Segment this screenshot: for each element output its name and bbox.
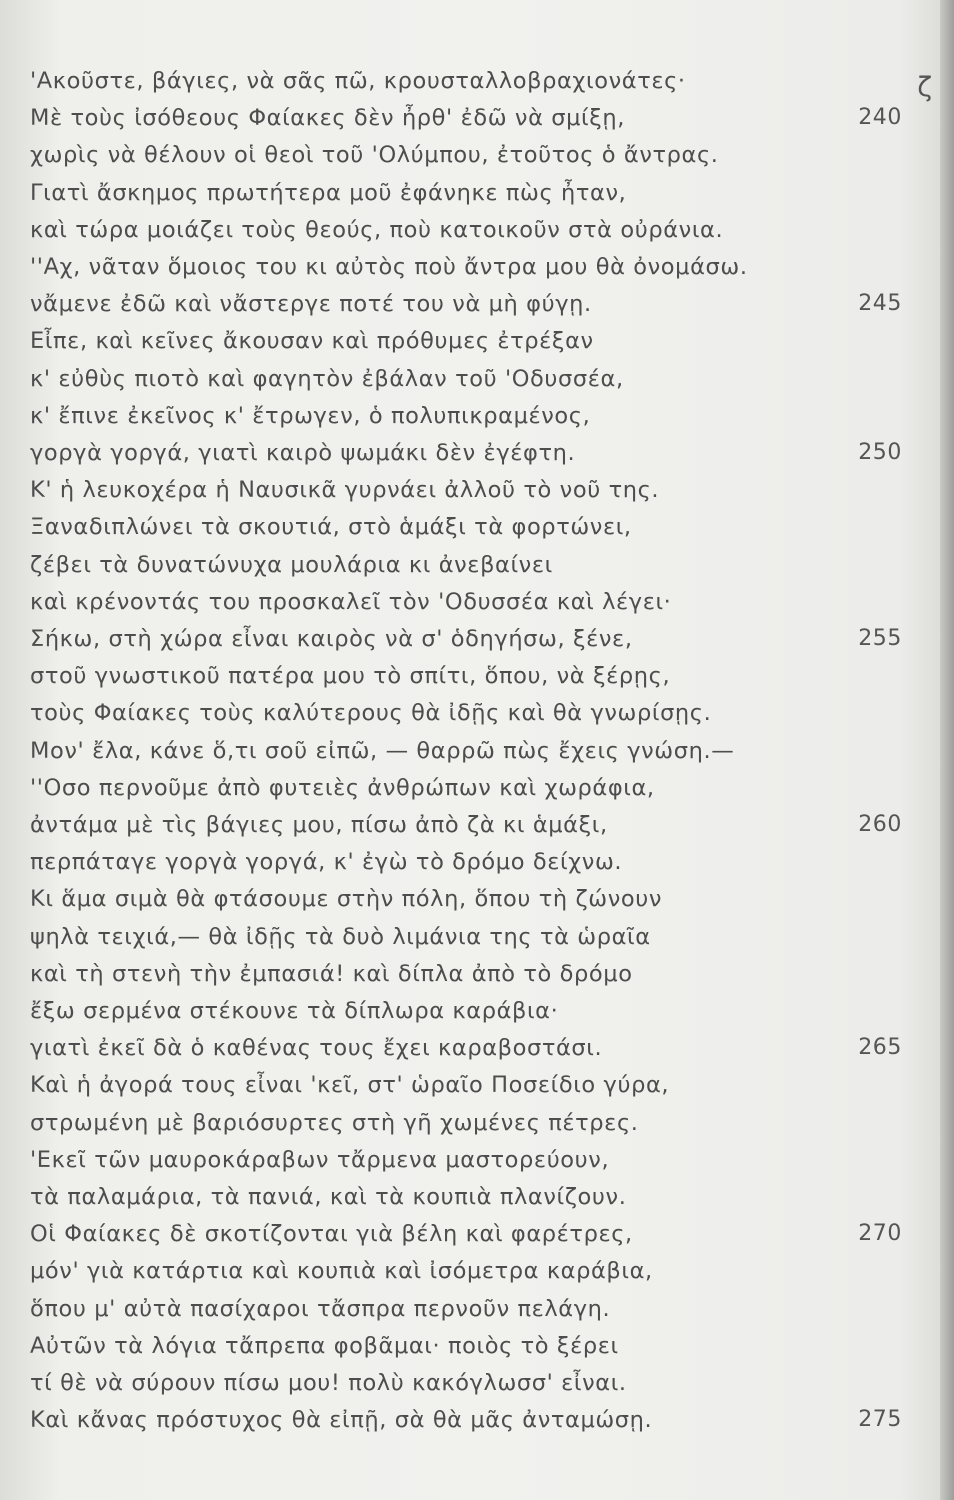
poem-line-text: στρωμένη μὲ βαριόσυρτες στὴ γῆ χωμένες πέτρες. — [30, 1109, 639, 1136]
poem-line-text: κ' εὐθὺς πιοτὸ καὶ φαγητὸν ἐβάλαν τοῦ 'Οδυσσέα, — [30, 365, 624, 392]
poem-line — [30, 773, 910, 803]
poem-line — [30, 364, 910, 394]
line-number: 275 — [858, 1407, 902, 1433]
poem-line — [30, 1219, 910, 1249]
poem-line — [30, 736, 910, 766]
poem-line — [30, 1033, 910, 1063]
poem-line — [30, 289, 910, 319]
line-number: 255 — [858, 626, 902, 651]
poem-line-text: τὰ παλαμάρια, τὰ πανιά, καὶ τὰ κουπιὰ πλανίζουν. — [30, 1184, 627, 1210]
poem-line-text: ψηλὰ τειχιά,— θὰ ἰδῇς τὰ δυὸ λιμάνια της τὰ ὡραῖα — [30, 923, 651, 950]
poem-line — [30, 215, 910, 245]
poem-line-text: τί θὲ νὰ σύρουν πίσω μου! πολὺ κακόγλωσσ' εἶναι. — [30, 1370, 627, 1396]
poem-line-text: Καὶ κἄνας πρόστυχος θὰ εἰπῇ, σὰ θὰ μᾶς ἀνταμώσῃ. — [30, 1407, 653, 1434]
poem-line — [30, 587, 910, 617]
poem-line-text: ζέβει τὰ δυνατώνυχα μουλάρια κι ἀνεβαίνει — [30, 551, 553, 578]
poem-line-text: γοργὰ γοργά, γιατὶ καιρὸ ψωμάκι δὲν ἐγέφτη. — [30, 440, 576, 466]
poem-line-text: καὶ τώρα μοιάζει τοὺς θεούς, ποὺ κατοικοῦν στὰ οὐράνια. — [30, 216, 724, 243]
poem-line — [30, 1368, 910, 1398]
poem-line — [30, 550, 910, 580]
poem-line-text: 'Εκεῖ τῶν μαυροκάραβων τἄρμενα μαστορεύουν, — [30, 1146, 610, 1173]
poem-line-text: Οἱ Φαίακες δὲ σκοτίζονται γιὰ βέλη καὶ φαρέτρες, — [30, 1221, 633, 1248]
poem-line-text: ''Οσο περνοῦμε ἀπὸ φυτειὲς ἀνθρώπων καὶ χωράφια, — [30, 774, 655, 801]
poem-line-text: Αὐτῶν τὰ λόγια τἄπρεπα φοβᾶμαι· ποιὸς τὸ ξέρει — [30, 1332, 619, 1359]
poem-line — [30, 1294, 910, 1324]
poem-line-text: γιατὶ ἐκεῖ δὰ ὁ καθένας τους ἔχει καραβοστάσι. — [30, 1035, 603, 1062]
poem-line — [30, 698, 910, 728]
poem-line — [30, 1182, 910, 1212]
poem-line-text: ὅπου μ' αὐτὰ πασίχαροι τἄσπρα περνοῦν πελάγη. — [30, 1295, 611, 1322]
poem-line-text: Καὶ ἡ ἀγορά τους εἶναι 'κεῖ, στ' ὡραῖο Ποσείδιο γύρα, — [30, 1072, 670, 1099]
book-marker: ζ — [917, 72, 932, 103]
poem-line — [30, 140, 910, 170]
poem-line-text: Ξαναδιπλώνει τὰ σκουτιά, στὸ ἁμάξι τὰ φορτώνει, — [30, 514, 632, 541]
line-number: 265 — [858, 1035, 902, 1061]
poem-line-text: ''Αχ, νᾶταν ὅμοιος του κι αὐτὸς ποὺ ἄντρα μου θὰ ὀνομάσω. — [30, 254, 748, 280]
poem-line — [30, 922, 910, 952]
poem-line-text: χωρὶς νὰ θέλουν οἱ θεοὶ τοῦ 'Ολύμπου, ἐτοῦτος ὁ ἄντρας. — [30, 142, 719, 169]
line-number: 270 — [858, 1221, 902, 1247]
poem-line — [30, 475, 910, 505]
poem-line — [30, 1070, 910, 1100]
line-number: 260 — [858, 812, 902, 837]
poem-line-text: στοῦ γνωστικοῦ πατέρα μου τὸ σπίτι, ὅπου, νὰ ξέρῃς, — [30, 663, 671, 690]
poem-line — [30, 1405, 910, 1435]
poem-line — [30, 959, 910, 989]
poem-line — [30, 103, 910, 133]
poem-line — [30, 661, 910, 691]
poem-line-text: Κι ἅμα σιμὰ θὰ φτάσουμε στὴν πόλη, ὅπου τὴ ζώνουν — [30, 886, 663, 913]
poem-line — [30, 438, 910, 468]
poem-line — [30, 66, 910, 96]
poem-line-text: μόν' γιὰ κατάρτια καὶ κουπιὰ καὶ ἰσόμετρα καράβια, — [30, 1258, 653, 1285]
poem-line — [30, 401, 910, 431]
poem-line-text: Μὲ τοὺς ἰσόθεους Φαίακες δὲν ἦρθ' ἐδῶ νὰ σμίξῃ, — [30, 105, 626, 132]
line-number: 245 — [858, 291, 902, 317]
poem-line-text: ἀντάμα μὲ τὶς βάγιες μου, πίσω ἀπὸ ζὰ κι ἁμάξι, — [30, 812, 608, 838]
poem-line-text: καὶ τὴ στενὴ τὴν ἐμπασιά! καὶ δίπλα ἀπὸ τὸ δρόμο — [30, 960, 633, 987]
poem-line — [30, 326, 910, 356]
poem-line — [30, 624, 910, 654]
poem-line-text: Κ' ἡ λευκοχέρα ἡ Ναυσικᾶ γυρνάει ἀλλοῦ τὸ νοῦ της. — [30, 477, 660, 504]
poem-line — [30, 884, 910, 914]
poem-line — [30, 1256, 910, 1286]
poem-line — [30, 512, 910, 542]
poem-line-text: Σήκω, στὴ χώρα εἶναι καιρὸς νὰ σ' ὁδηγήσω, ξένε, — [30, 626, 633, 652]
poem-line — [30, 1108, 910, 1138]
poem-line — [30, 810, 910, 840]
poem-line-text: ἔξω σερμένα στέκουνε τὰ δίπλωρα καράβια· — [30, 998, 559, 1024]
line-number: 240 — [858, 105, 902, 131]
poem-line-text: περπάταγε γοργὰ γοργά, κ' ἐγὼ τὸ δρόμο δείχνω. — [30, 849, 623, 876]
poem-line-text: τοὺς Φαίακες τοὺς καλύτερους θὰ ἰδῇς καὶ θὰ γνωρίσῃς. — [30, 700, 712, 727]
poem-line — [30, 1145, 910, 1175]
page-edge — [940, 0, 954, 1500]
poem-line — [30, 178, 910, 208]
poem-line — [30, 847, 910, 877]
poem-line — [30, 252, 910, 282]
line-number: 250 — [858, 440, 902, 465]
poem-line-text: Γιατὶ ἄσκημος πρωτήτερα μοῦ ἐφάνηκε πὼς ἦταν, — [30, 179, 627, 206]
poem-line-text: νἄμενε ἐδῶ καὶ νἄστεργε ποτέ του νὰ μὴ φύγῃ. — [30, 291, 592, 318]
poem-line — [30, 996, 910, 1026]
poem-line — [30, 1331, 910, 1361]
poem-line-text: Μον' ἔλα, κάνε ὅ,τι σοῦ εἰπῶ, — θαρρῶ πὼς ἔχεις γνώση.— — [30, 737, 735, 764]
poem-line-text: Εἶπε, καὶ κεῖνες ἄκουσαν καὶ πρόθυμες ἐτρέξαν — [30, 328, 594, 355]
poem-line-text: 'Ακοῦστε, βάγιες, νὰ σᾶς πῶ, κρουσταλλοβραχιονάτες· — [30, 68, 686, 94]
poem-line-text: κ' ἔπινε ἐκεῖνος κ' ἔτρωγεν, ὁ πολυπικραμένος, — [30, 402, 591, 429]
poem-line-text: καὶ κρένοντάς του προσκαλεῖ τὸν 'Οδυσσέα καὶ λέγει· — [30, 588, 672, 615]
